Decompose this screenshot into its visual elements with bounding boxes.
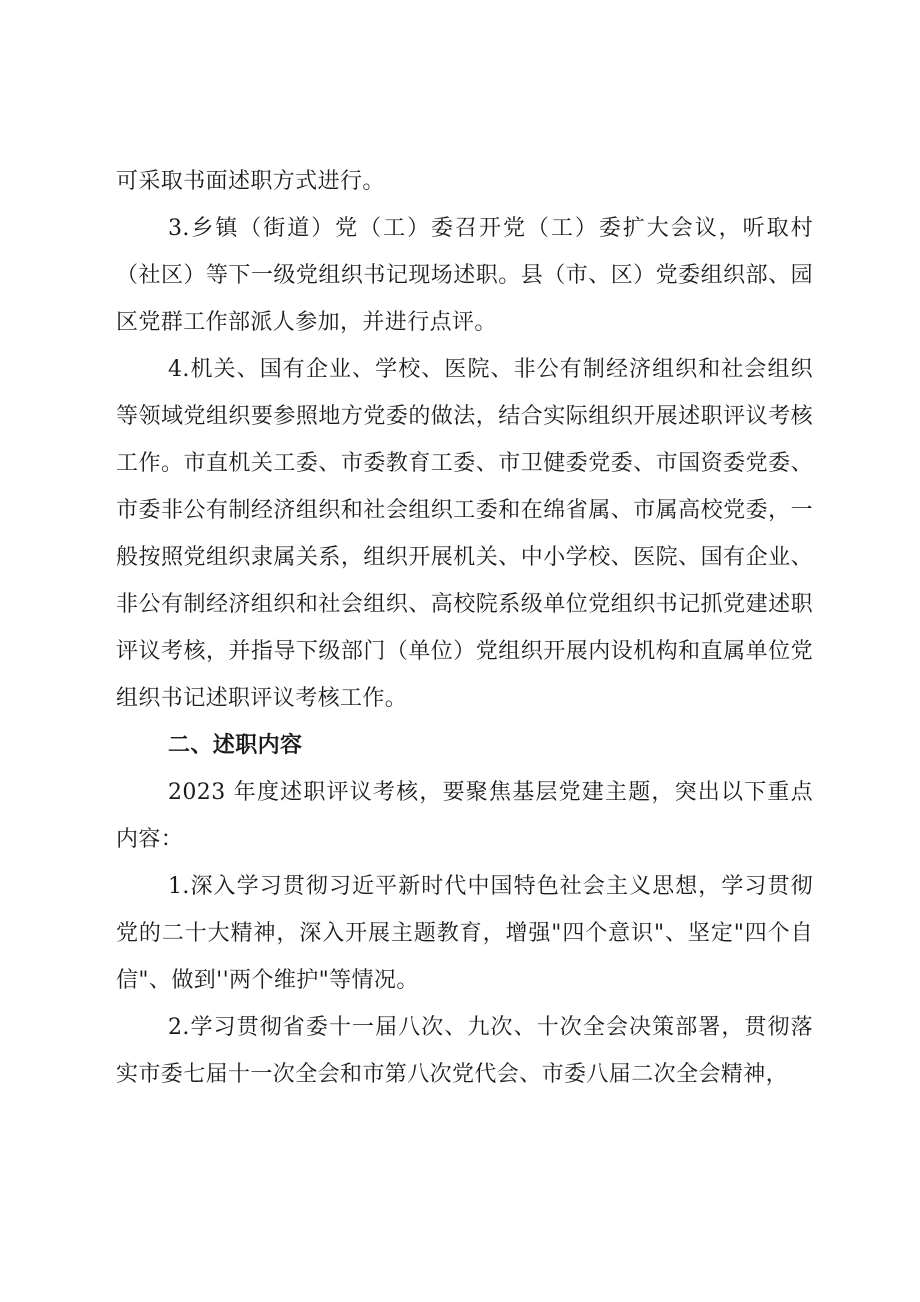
section-heading: 二、述职内容 [168, 733, 303, 758]
paragraph-content-2: 2.学习贯彻省委十一届八次、九次、十次全会决策部署，贯彻落实市委七届十一次全会和市第八次党代会、市委八届二次全会精神， [116, 1015, 813, 1087]
paragraph-content-1: 1.深入学习贯彻习近平新时代中国特色社会主义思想，学习贯彻党的二十大精神，深入开展主题教育，增强"四个意识"、坚定"四个自信"、做到''两个维护"等情况。 [116, 874, 813, 993]
document-body [116, 158, 813, 1098]
paragraph-item-3: 3.乡镇（街道）党（工）委召开党（工）委扩大会议，听取村（社区）等下一级党组织书记现场述职。县（市、区）党委组织部、园区党群工作部派人参加，并进行点评。 [116, 216, 813, 335]
paragraph-intro: 2023 年度述职评议考核，要聚焦基层党建主题，突出以下重点内容： [116, 780, 813, 852]
paragraph-continuation: 可采取书面述职方式进行。 [116, 169, 385, 194]
paragraph-item-4: 4.机关、国有企业、学校、医院、非公有制经济组织和社会组织等领域党组织要参照地方党委的做法，结合实际组织开展述职评议考核工作。市直机关工委、市委教育工委、市卫健委党委、市国资委党委、市委非公有制经济组织和社会组织工委和在绵省属、市属高校党委，一般按照党组织隶属关系，组织开展机关、中小学校、医院、国有企业、非公有制经济组织和社会组织、高校院系级单位党组织书记抓党建述职评议考核，并指导下级部门（单位）党组织开展内设机构和直属单位党组织书记述职评议考核工作。 [116, 357, 813, 711]
